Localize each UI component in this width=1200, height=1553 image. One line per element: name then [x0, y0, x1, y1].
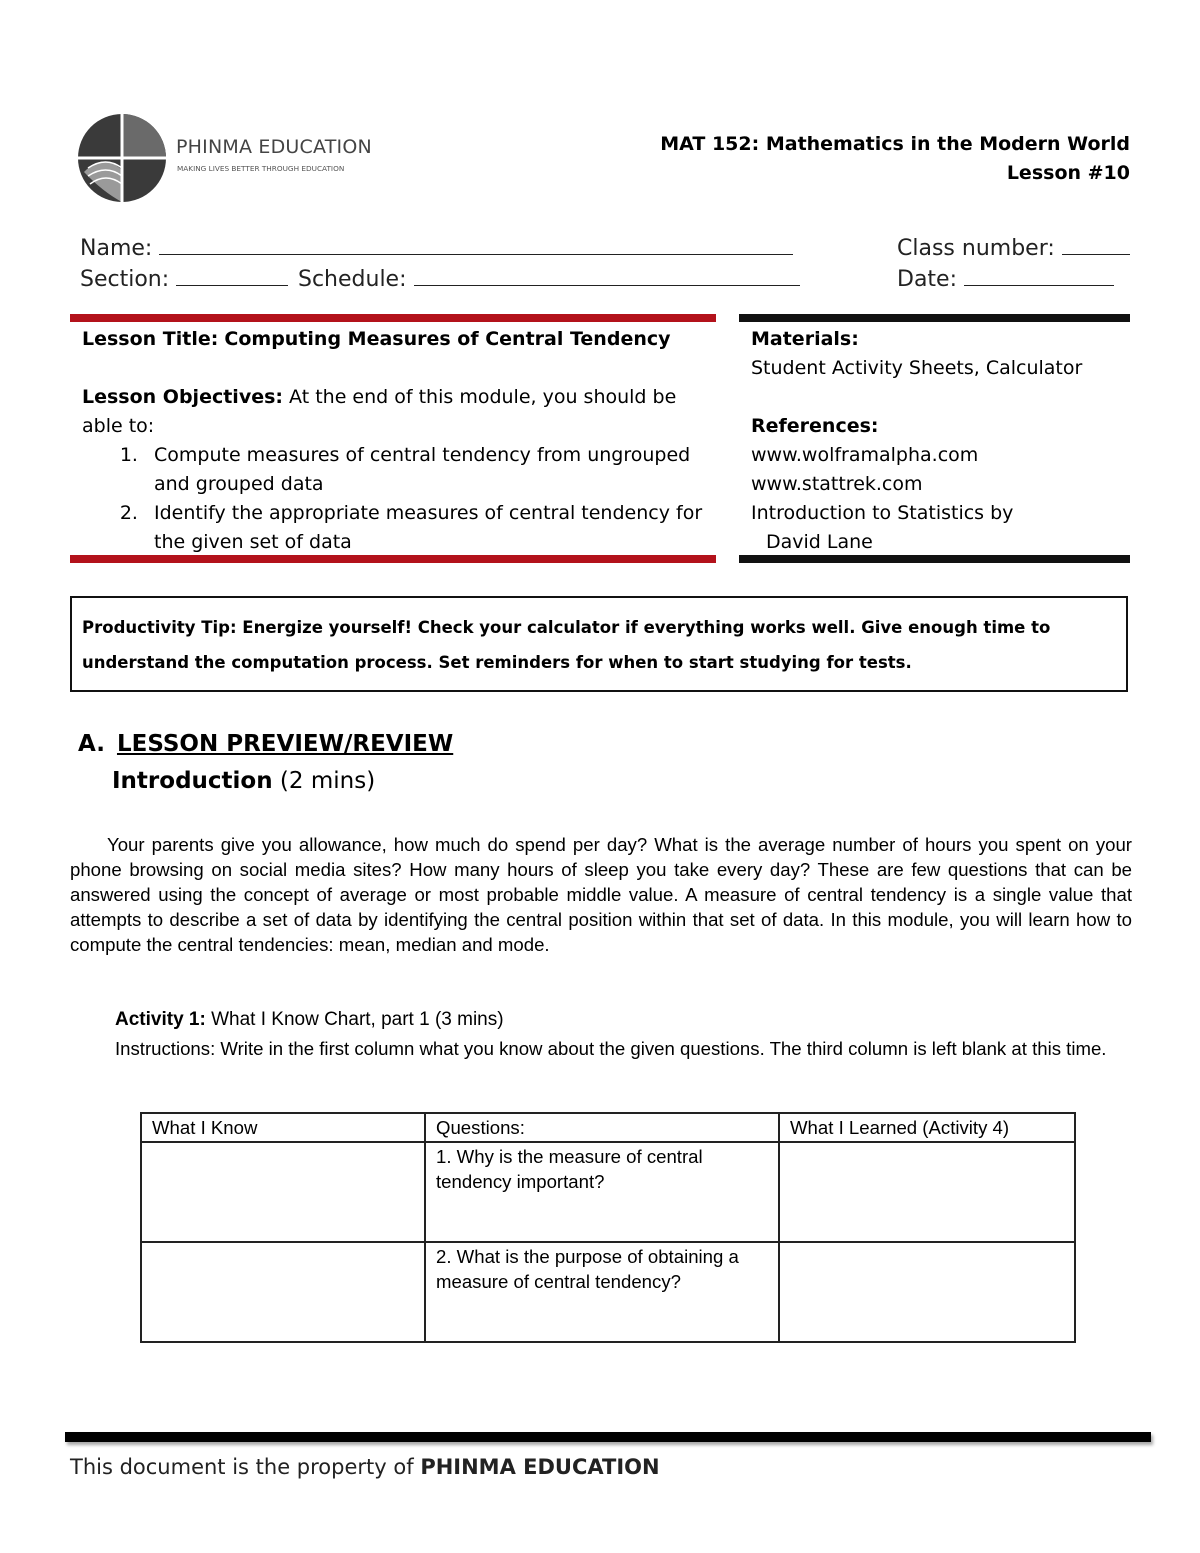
course-title: MAT 152: Mathematics in the Modern World — [660, 133, 1130, 155]
footer-text: This document is the property of PHINMA EDUCATION — [70, 1455, 660, 1479]
materials-box-top-rule — [739, 314, 1130, 322]
header-what-i-learned: What I Learned (Activity 4) — [779, 1113, 1075, 1142]
what-i-know-cell[interactable] — [141, 1242, 425, 1342]
reference-item: www.stattrek.com — [751, 473, 923, 495]
question-cell: 1. Why is the measure of central tendency important? — [425, 1142, 779, 1242]
schedule-line — [414, 263, 800, 286]
materials-box-bottom-rule — [739, 555, 1130, 563]
section-heading — [78, 731, 453, 757]
activity-title: Activity 1: What I Know Chart, part 1 (3 mins) — [115, 1009, 504, 1030]
objective-item: 1. Compute measures of central tendency from ungrouped and grouped data — [144, 441, 707, 499]
section-field[interactable] — [80, 263, 288, 292]
references-label: References: — [751, 415, 879, 437]
lesson-box-top-rule — [70, 314, 716, 322]
productivity-tip-text: Productivity Tip: Energize yourself! Check your calculator if everything works well. Give enough time to understand the computation process. Set reminders for when to start studying for tests. — [82, 618, 1051, 672]
introduction-heading: Introduction (2 mins) — [112, 768, 376, 794]
name-field[interactable] — [80, 232, 793, 261]
what-i-know-chart — [140, 1112, 1076, 1343]
introduction-paragraph: Your parents give you allowance, how much do spend per day? What is the average number of hours you spent on your phone browsing on social media sites? How many hours of sleep you take every day? These are few questions that can be answered using the concept of average or most probable middle value. A measure of central tendency is a single value that attempts to describe a set of data by identifying the central position within that set of data. In this module, you will learn how to compute the central tendencies: mean, median and mode. — [70, 834, 1132, 955]
course-header — [660, 130, 1130, 188]
class-number-line — [1062, 232, 1130, 255]
name-label: Name: — [80, 236, 153, 261]
lesson-box-bottom-rule — [70, 555, 716, 563]
activity-instructions: Instructions: Write in the first column what you know about the given questions. The third column is left blank at this time. — [115, 1038, 1107, 1059]
lesson-number: Lesson #10 — [1006, 162, 1130, 184]
reference-item: www.wolframalpha.com — [751, 444, 979, 466]
class-number-field[interactable] — [897, 232, 1130, 261]
materials-label: Materials: — [751, 328, 859, 350]
question-cell: 2. What is the purpose of obtaining a measure of central tendency? — [425, 1242, 779, 1342]
schedule-label: Schedule: — [298, 267, 407, 292]
table-row — [141, 1142, 1075, 1242]
phinma-logo — [78, 112, 378, 204]
objectives-list — [82, 441, 707, 557]
date-label: Date: — [897, 267, 957, 292]
objective-item: 2. Identify the appropriate measures of central tendency for the given set of data — [144, 499, 707, 557]
footer-rule — [65, 1432, 1151, 1442]
section-line — [176, 263, 288, 286]
phinma-logo-mark-icon — [78, 112, 378, 204]
materials-box — [751, 325, 1121, 557]
lesson-title: Lesson Title: Computing Measures of Central Tendency — [82, 328, 671, 350]
section-title: LESSON PREVIEW/REVIEW — [116, 731, 454, 757]
what-i-learned-cell[interactable] — [779, 1142, 1075, 1242]
logo-tagline: MAKING LIVES BETTER THROUGH EDUCATION — [177, 164, 345, 173]
name-line — [159, 232, 793, 255]
header-what-i-know: What I Know — [141, 1113, 425, 1142]
logo-name: PHINMA EDUCATION — [176, 136, 372, 158]
reference-item: David Lane — [766, 531, 873, 553]
what-i-know-cell[interactable] — [141, 1142, 425, 1242]
class-number-label: Class number: — [897, 236, 1055, 261]
section-label: Section: — [80, 267, 170, 292]
table-row — [141, 1242, 1075, 1342]
lesson-box — [82, 325, 707, 557]
date-line — [964, 263, 1114, 286]
what-i-learned-cell[interactable] — [779, 1242, 1075, 1342]
header-questions: Questions: — [425, 1113, 779, 1142]
reference-item: Introduction to Statistics by — [751, 502, 1014, 524]
schedule-field[interactable] — [298, 263, 800, 292]
materials-text: Student Activity Sheets, Calculator — [751, 357, 1083, 379]
lesson-objectives-intro: Lesson Objectives: At the end of this module, you should be able to: — [82, 386, 677, 437]
table-header-row — [141, 1113, 1075, 1142]
date-field[interactable] — [897, 263, 1114, 292]
section-letter: A. — [78, 731, 105, 757]
